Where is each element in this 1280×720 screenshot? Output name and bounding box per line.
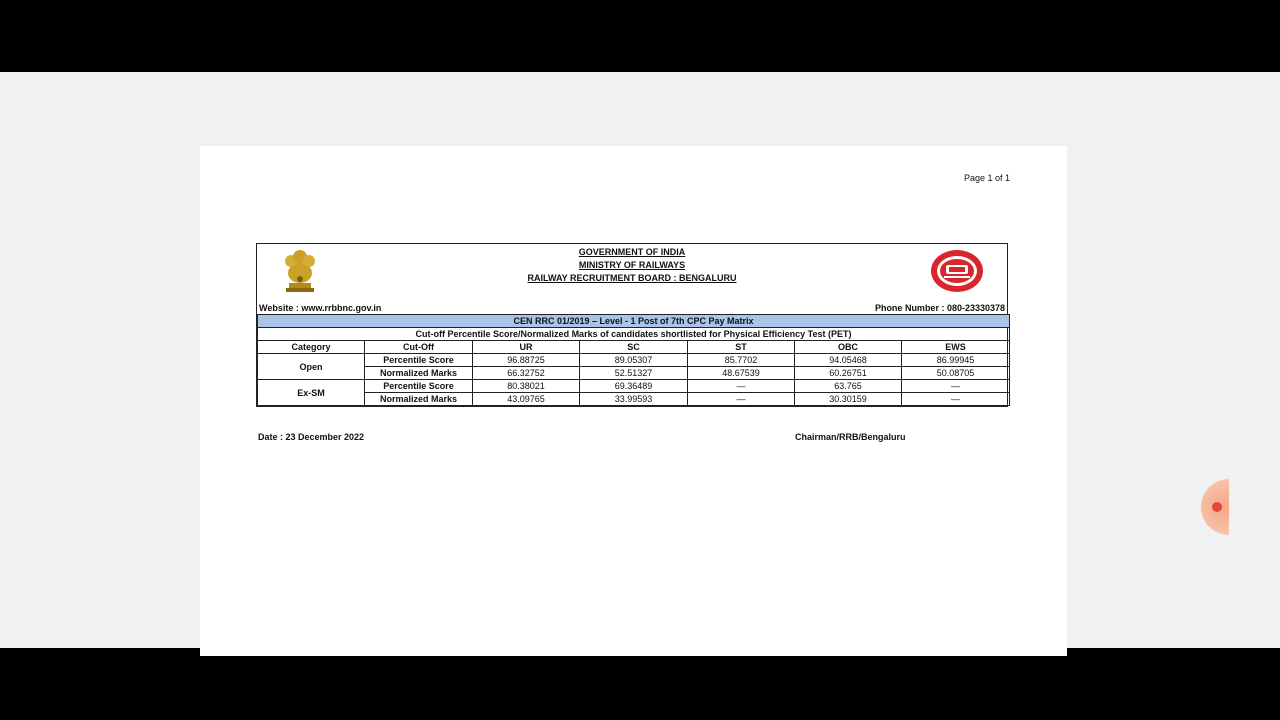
value-cell: — — [902, 393, 1010, 406]
value-cell: 52.51327 — [580, 367, 688, 380]
cutoff-cell: Percentile Score — [365, 354, 473, 367]
cutoff-table — [257, 314, 1010, 406]
value-cell: 69.36489 — [580, 380, 688, 393]
column-header: ST — [688, 341, 795, 354]
website-label: Website : www.rrbbnc.gov.in — [259, 303, 382, 313]
column-header: SC — [580, 341, 688, 354]
value-cell: 94.05468 — [795, 354, 902, 367]
notice-subtitle: Cut-off Percentile Score/Normalized Marks of candidates shortlisted for Physical Efficiency Test (PET) — [258, 328, 1010, 341]
board-title: RAILWAY RECRUITMENT BOARD : BENGALURU — [527, 273, 737, 283]
value-cell: 85.7702 — [688, 354, 795, 367]
column-header: OBC — [795, 341, 902, 354]
govt-title: GOVERNMENT OF INDIA — [578, 247, 686, 257]
cutoff-cell: Normalized Marks — [365, 393, 473, 406]
document-page — [200, 146, 1067, 656]
table-row — [258, 393, 1010, 406]
value-cell: 60.26751 — [795, 367, 902, 380]
notice-document — [256, 243, 1008, 407]
cutoff-cell: Normalized Marks — [365, 367, 473, 380]
value-cell: 80.38021 — [473, 380, 580, 393]
value-cell: 50.08705 — [902, 367, 1010, 380]
value-cell: 63.765 — [795, 380, 902, 393]
value-cell: 86.99945 — [902, 354, 1010, 367]
page-number: Page 1 of 1 — [963, 173, 1010, 183]
column-header: UR — [473, 341, 580, 354]
category-cell: Open — [258, 354, 365, 380]
value-cell: 66.32752 — [473, 367, 580, 380]
letterhead-titles — [257, 246, 1007, 285]
notice-title: CEN RRC 01/2019 – Level - 1 Post of 7th CPC Pay Matrix — [258, 315, 1010, 328]
value-cell: 43.09765 — [473, 393, 580, 406]
column-header: Category — [258, 341, 365, 354]
table-row — [258, 367, 1010, 380]
cutoff-cell: Percentile Score — [365, 380, 473, 393]
value-cell: — — [688, 380, 795, 393]
document-viewer — [0, 72, 1280, 648]
value-cell: — — [688, 393, 795, 406]
category-cell: Ex-SM — [258, 380, 365, 406]
floating-action-button[interactable] — [1201, 473, 1229, 541]
letterhead — [257, 244, 1007, 314]
value-cell: 96.88725 — [473, 354, 580, 367]
table-row — [258, 380, 1010, 393]
notice-date: Date : 23 December 2022 — [258, 432, 365, 442]
ministry-title: MINISTRY OF RAILWAYS — [578, 260, 686, 270]
value-cell: 48.67539 — [688, 367, 795, 380]
table-row — [258, 354, 1010, 367]
record-dot-icon — [1212, 502, 1222, 512]
column-header: Cut-Off — [365, 341, 473, 354]
value-cell: 30.30159 — [795, 393, 902, 406]
signatory: Chairman/RRB/Bengaluru — [795, 432, 906, 442]
value-cell: 89.05307 — [580, 354, 688, 367]
value-cell: 33.99593 — [580, 393, 688, 406]
column-header: EWS — [902, 341, 1010, 354]
phone-label: Phone Number : 080-23330378 — [874, 303, 1005, 313]
value-cell: — — [902, 380, 1010, 393]
indian-railways-logo-icon — [929, 249, 985, 293]
table-header-row — [258, 341, 1010, 354]
